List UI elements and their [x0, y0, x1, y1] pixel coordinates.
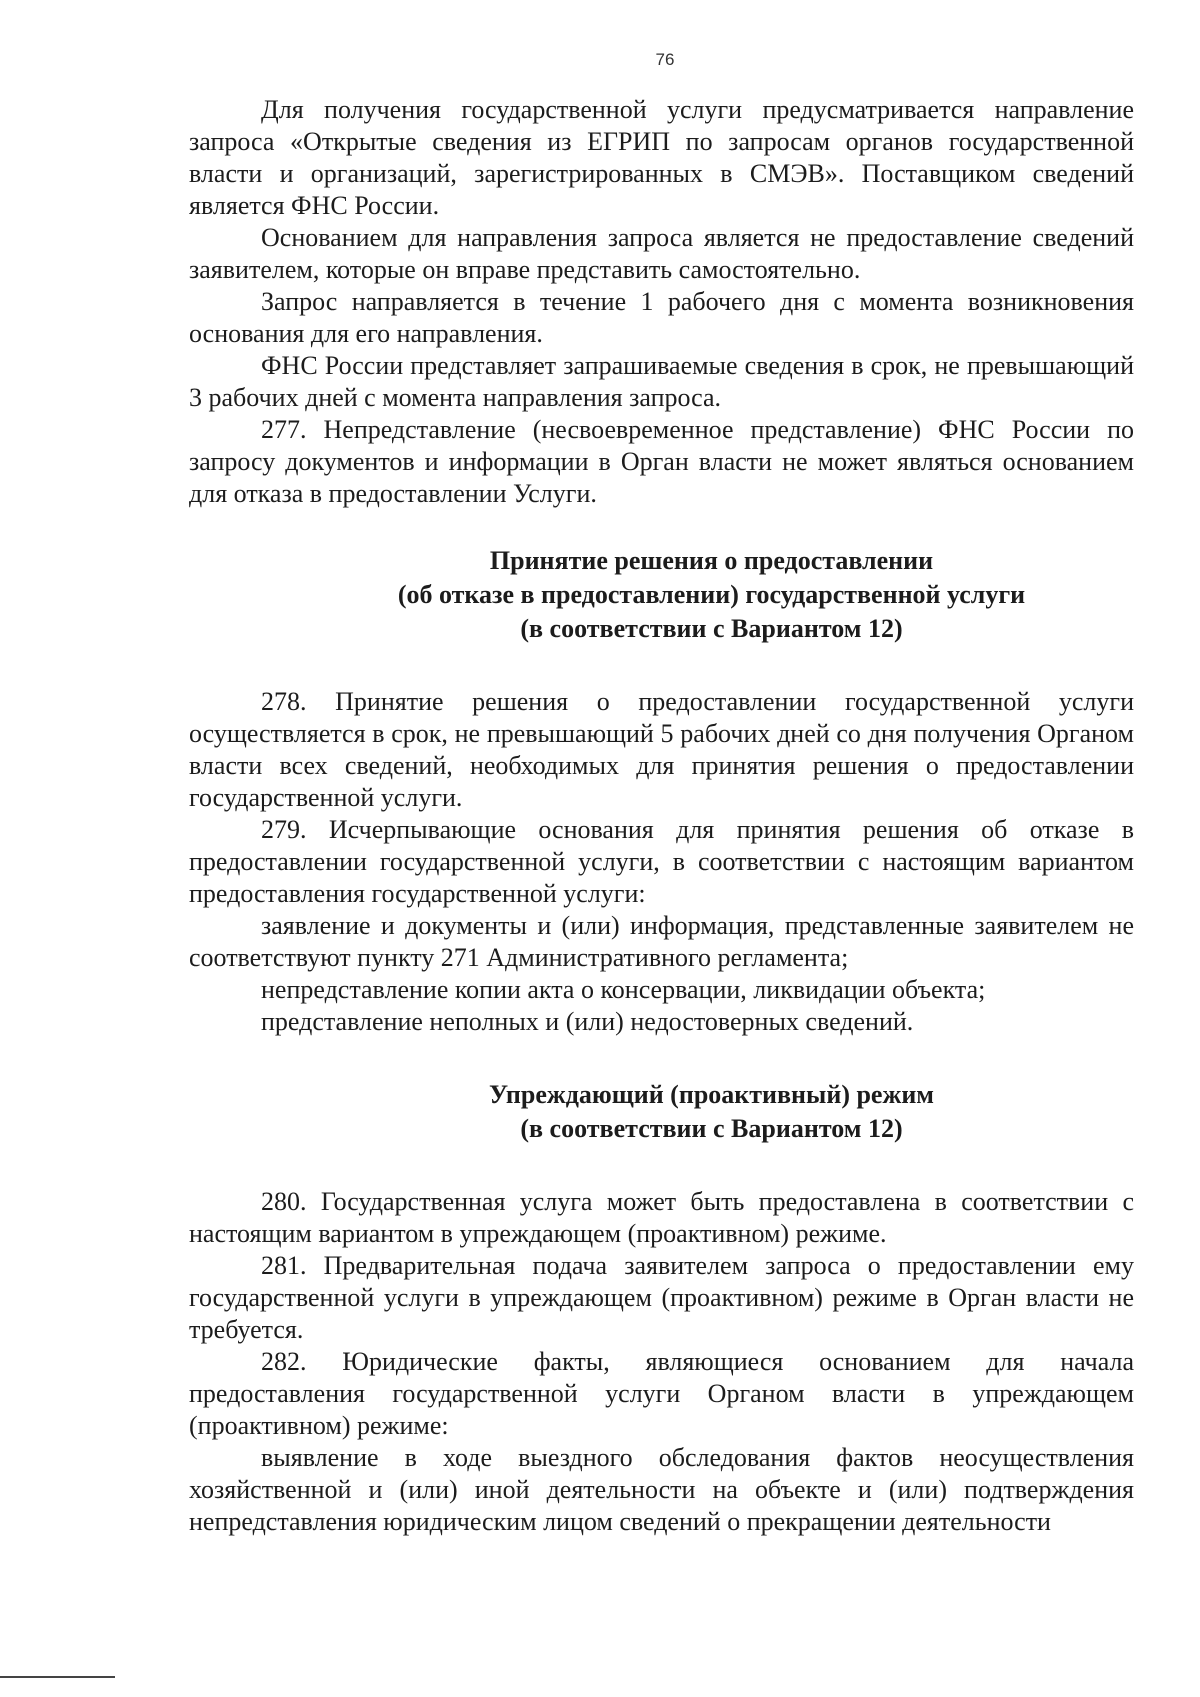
paragraph-281: 281. Предварительная подача заявителем запроса о предоставлении ему государственной услуги в упреждающем (проактивном) режиме в Орган власти не требуется. — [189, 1251, 1134, 1344]
paragraph-280: 280. Государственная услуга может быть предоставлена в соответствии с настоящим вариантом в упреждающем (проактивном) режиме. — [189, 1187, 1134, 1248]
heading-line: (в соответствии с Вариантом 12) — [520, 614, 903, 643]
paragraph-278: 278. Принятие решения о предоставлении государственной услуги осуществляется в срок, не превышающий 5 рабочих дней со дня получения Органом власти всех сведений, необходимых для принятия решения о предоставлении государственной услуги. — [189, 687, 1134, 812]
document-body — [189, 94, 1134, 1538]
list-item: заявление и документы и (или) информация, представленные заявителем не соответствуют пункту 271 Административного регламента; — [189, 911, 1134, 972]
paragraph: Для получения государственной услуги предусматривается направление запроса «Открытые сведения из ЕГРИП по запросам органов государственной власти и организаций, зарегистрированных в СМЭВ». Поставщиком сведений является ФНС России. — [189, 95, 1134, 220]
page-number: 76 — [655, 50, 675, 69]
paragraph-277: 277. Непредставление (несвоевременное представление) ФНС России по запросу документов и информации в Орган власти не может являться основанием для отказа в предоставлении Услуги. — [189, 415, 1134, 508]
paragraph: Основанием для направления запроса является не предоставление сведений заявителем, которые он вправе представить самостоятельно. — [189, 223, 1134, 284]
list-item: непредставление копии акта о консервации, ликвидации объекта; — [261, 975, 986, 1004]
paragraph: Запрос направляется в течение 1 рабочего дня с момента возникновения основания для его направления. — [189, 287, 1134, 348]
heading-line: (в соответствии с Вариантом 12) — [520, 1114, 903, 1143]
list-item: выявление в ходе выездного обследования фактов неосуществления хозяйственной и (или) иной деятельности на объекте и (или) подтверждения непредставления юридическим лицом сведений о прекращении деятельности — [189, 1443, 1134, 1536]
scan-artifact-line — [0, 1676, 115, 1678]
heading-line: Принятие решения о предоставлении — [489, 546, 934, 575]
paragraph-282: 282. Юридические факты, являющиеся основанием для начала предоставления государственной услуги Органом власти в упреждающем (проактивном) режиме: — [189, 1347, 1134, 1440]
section-heading-decision — [189, 544, 1134, 646]
list-item: представление неполных и (или) недостоверных сведений. — [261, 1007, 914, 1036]
section-heading-proactive — [189, 1078, 1134, 1146]
heading-line: Упреждающий (проактивный) режим — [488, 1080, 935, 1109]
paragraph: ФНС России представляет запрашиваемые сведения в срок, не превышающий 3 рабочих дней с момента направления запроса. — [189, 351, 1134, 412]
paragraph-279: 279. Исчерпывающие основания для принятия решения об отказе в предоставлении государственной услуги, в соответствии с настоящим вариантом предоставления государственной услуги: — [189, 815, 1134, 908]
heading-line: (об отказе в предоставлении) государственной услуги — [397, 580, 1026, 609]
